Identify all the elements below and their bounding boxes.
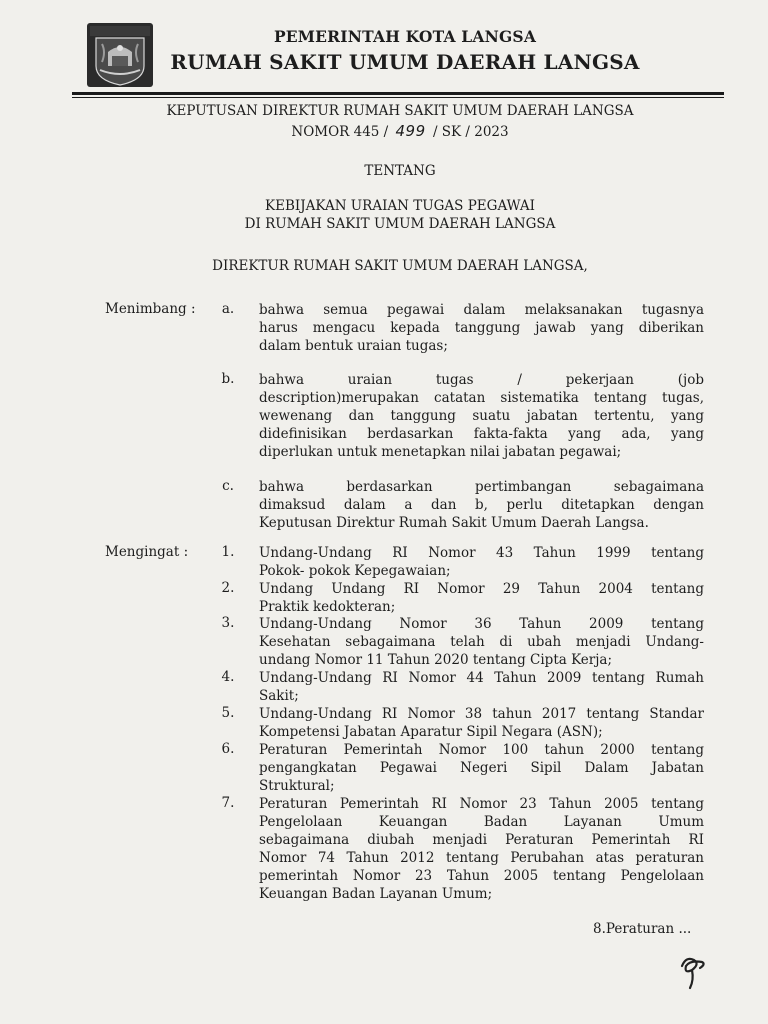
- mengingat-item-1: [259, 544, 704, 580]
- mengingat-marker-1: 1.: [221, 544, 235, 560]
- text-line: description)merupakan catatan sistematika tentang tugas,: [259, 390, 704, 406]
- text-line: Peraturan Pemerintah RI Nomor 23 Tahun 2005 tentang: [259, 796, 704, 812]
- menimbang-marker-b: b.: [221, 371, 235, 387]
- menimbang-marker-a: a.: [221, 301, 235, 317]
- continuation-note: 8.Peraturan ...: [593, 921, 692, 937]
- about-heading: TENTANG: [364, 163, 436, 179]
- decree-number: [100, 122, 700, 140]
- text-line: bahwa uraian tugas / pekerjaan (job: [259, 372, 704, 388]
- mengingat-marker-2: 2.: [221, 580, 235, 596]
- text-line: bahwa semua pegawai dalam melaksanakan tugasnya: [259, 302, 704, 318]
- subject-line-2: DI RUMAH SAKIT UMUM DAERAH LANGSA: [244, 216, 556, 232]
- text-line: didefinisikan berdasarkan fakta-fakta yang ada, yang: [259, 426, 704, 442]
- mengingat-marker-5: 5.: [221, 705, 235, 721]
- text-line: Pokok- pokok Kepegawaian;: [259, 563, 451, 579]
- mengingat-marker-4: 4.: [221, 669, 235, 685]
- text-line: undang Nomor 11 Tahun 2020 tentang Cipta Kerja;: [259, 652, 613, 668]
- text-line: harus mengacu kepada tanggung jawab yang diberikan: [259, 320, 704, 336]
- text-line: Undang Undang RI Nomor 29 Tahun 2004 tentang: [259, 581, 704, 597]
- text-line: bahwa berdasarkan pertimbangan sebagaimana: [259, 479, 704, 495]
- menimbang-item-b: [259, 371, 704, 461]
- hospital-name: RUMAH SAKIT UMUM DAERAH LANGSA: [170, 50, 640, 74]
- text-line: Undang-Undang Nomor 36 Tahun 2009 tentang: [259, 616, 704, 632]
- text-line: diperlukan untuk menetapkan nilai jabatan pegawai;: [259, 444, 622, 460]
- mengingat-item-7: [259, 795, 704, 903]
- header-rule-thick: [72, 92, 724, 95]
- mengingat-item-4: [259, 669, 704, 705]
- text-line: Kesehatan sebagaimana telah di ubah menjadi Undang-: [259, 634, 704, 650]
- government-name: PEMERINTAH KOTA LANGSA: [273, 27, 537, 46]
- mengingat-item-2: [259, 580, 704, 616]
- menimbang-item-a: [259, 301, 704, 355]
- text-line: dalam bentuk uraian tugas;: [259, 338, 448, 354]
- decree-title: KEPUTUSAN DIREKTUR RUMAH SAKIT UMUM DAERAH LANGSA: [166, 103, 634, 119]
- mengingat-item-5: [259, 705, 704, 741]
- text-line: pengangkatan Pegawai Negeri Sipil Dalam Jabatan: [259, 760, 704, 776]
- text-line: Keuangan Badan Layanan Umum;: [259, 886, 493, 902]
- menimbang-label: Menimbang :: [105, 301, 196, 317]
- text-line: Undang-Undang RI Nomor 38 tahun 2017 tentang Standar: [259, 706, 704, 722]
- text-line: Peraturan Pemerintah Nomor 100 tahun 2000 tentang: [259, 742, 704, 758]
- text-line: Nomor 74 Tahun 2012 tentang Perubahan atas peraturan: [259, 850, 704, 866]
- menimbang-item-c: [259, 478, 704, 532]
- text-line: Keputusan Direktur Rumah Sakit Umum Daerah Langsa.: [259, 515, 649, 531]
- kota-langsa-emblem: [86, 22, 154, 88]
- mengingat-item-3: [259, 615, 704, 669]
- mengingat-label: Mengingat :: [105, 544, 189, 560]
- text-line: Sakit;: [259, 688, 299, 704]
- text-line: pemerintah Nomor 23 Tahun 2005 tentang Pengelolaan: [259, 868, 704, 884]
- menimbang-marker-c: c.: [222, 478, 234, 494]
- header-rule-thin: [72, 97, 724, 98]
- mengingat-marker-3: 3.: [221, 615, 235, 631]
- subject-line-1: KEBIJAKAN URAIAN TUGAS PEGAWAI: [265, 198, 535, 214]
- text-line: Praktik kedokteran;: [259, 599, 396, 615]
- text-line: Struktural;: [259, 778, 335, 794]
- mengingat-marker-6: 6.: [221, 741, 235, 757]
- mengingat-item-6: [259, 741, 704, 795]
- text-line: Kompetensi Jabatan Aparatur Sipil Negara (ASN);: [259, 724, 603, 740]
- text-line: dimaksud dalam a dan b, perlu ditetapkan dengan: [259, 497, 704, 513]
- initial-signature: [672, 952, 712, 992]
- decree-number-prefix: NOMOR 445 /: [291, 124, 389, 140]
- text-line: Pengelolaan Keuangan Badan Layanan Umum: [259, 814, 704, 830]
- text-line: sebagaimana diubah menjadi Peraturan Pemerintah RI: [259, 832, 704, 848]
- text-line: Undang-Undang RI Nomor 44 Tahun 2009 tentang Rumah: [259, 670, 704, 686]
- text-line: wewenang dan tanggung suatu jabatan tertentu, yang: [259, 408, 704, 424]
- text-line: Undang-Undang RI Nomor 43 Tahun 1999 tentang: [259, 545, 704, 561]
- decree-number-handwritten: 499: [395, 122, 426, 140]
- issuer-heading: DIREKTUR RUMAH SAKIT UMUM DAERAH LANGSA,: [212, 258, 588, 274]
- mengingat-marker-7: 7.: [221, 795, 235, 811]
- decree-number-suffix: / SK / 2023: [432, 124, 509, 140]
